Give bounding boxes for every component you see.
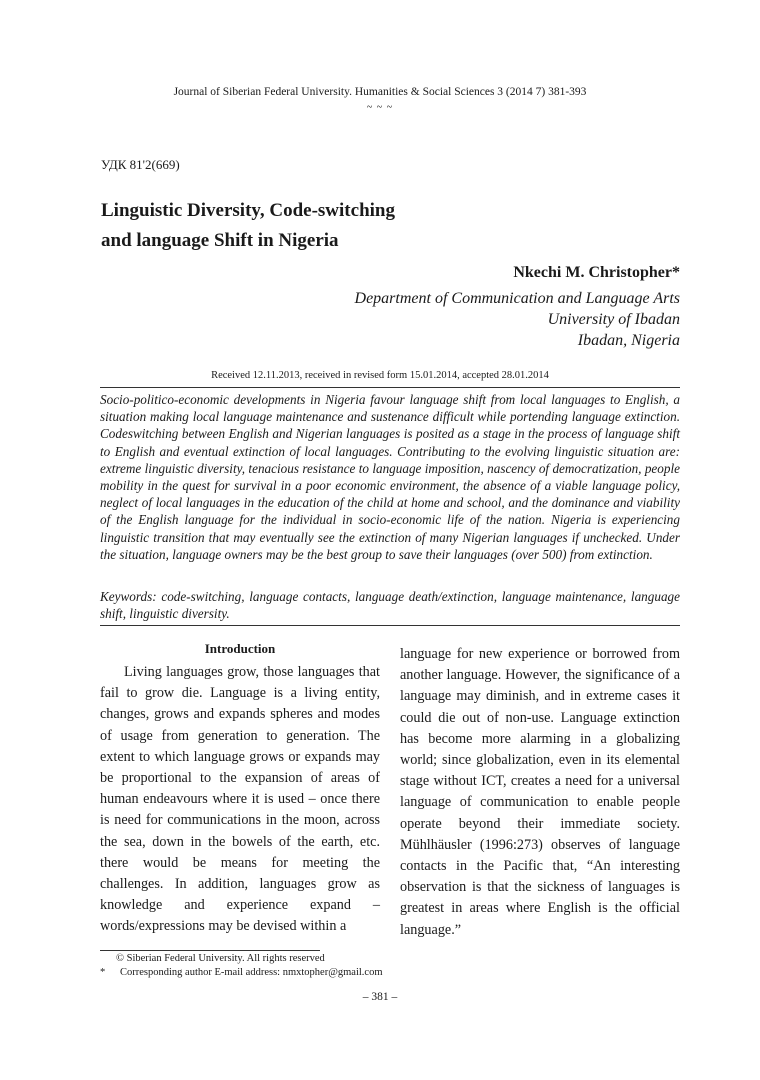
footnote-mark: * [100, 967, 106, 978]
affiliation-department: Department of Communication and Language Arts [354, 290, 680, 307]
footnote-email [100, 967, 383, 978]
abstract-bottom-rule [100, 625, 680, 626]
affiliation-city: Ibadan, Nigeria [577, 332, 680, 349]
received-dates: Received 12.11.2013, received in revised form 15.01.2014, accepted 28.01.2014 [211, 370, 549, 381]
page-number: – 381 – [362, 991, 398, 1003]
journal-header: Journal of Siberian Federal University. Humanities & Social Sciences 3 (2014 7) 381-393 [173, 86, 587, 98]
body-paragraph-left: Living languages grow, those languages that fail to grow die. Language is a living entity, changes, grows and expands spheres and modes of usage from generation to generation. The extent to which language grows or expands may be proportional to the expansion of areas of human endeavours where it is used – once there is need for communications in the moon, across the sea, down in the bowels of the earth, etc. there would be means for meeting the challenges. In addition, languages grow as knowledge and experience expand – words/expressions may be devised within a [100, 664, 380, 935]
article-title [101, 196, 661, 256]
title-line-2: and language Shift in Nigeria [101, 230, 339, 251]
keywords: Keywords: code-switching, language contacts, language death/extinction, language maintenance, language shift, linguistic diversity. [100, 589, 680, 622]
body-column-left [100, 640, 380, 938]
affiliation-university: University of Ibadan [547, 311, 680, 328]
header-ornament: ~ ~ ~ [366, 102, 394, 113]
body-column-right [400, 644, 680, 941]
body-paragraph-right: language for new experience or borrowed from another language. However, the significance of a language may diminish, and in extreme cases it could die out of non-use. Language extinction has become more alarming in a globalizing world; since globalization, even in its elemental stage without ICT, creates a need for a universal language of communication to enable people operate beyond their immediate society. Mühlhäusler (1996:273) observes of language contacts in the Pacific that, “An interesting observation is that the sickness of languages is greatest in areas where English is the official language.” [400, 646, 680, 938]
abstract-top-rule [100, 387, 680, 388]
footnote-rule [100, 950, 320, 951]
udk-code: УДК 81'2(669) [101, 157, 180, 172]
section-heading: Introduction [204, 641, 276, 656]
footnote-copyright: © Siberian Federal University. All rights reserved [116, 953, 325, 964]
abstract: Socio-politico-economic developments in Nigeria favour language shift from local languages to English, a situation making local language maintenance and sustenance difficult while portending language extinction. Codeswitching between English and Nigerian languages is posited as a stage in the process of language shift to English and eventual extinction of local languages. Contributing to the evolving linguistic situation are: extreme linguistic diversity, tenacious resistance to language imposition, nascency of democratization, people mobility in the quest for survival in a poor economic environment, the absence of a viable language policy, neglect of local languages in the education of the child at home and school, and the dominance and viability of the English language for the individual in socio-economic life of the nation. Nigeria is experiencing linguistic transition that may eventually see the extinction of many Nigerian languages if unchecked. Under the situation, language owners may be the best group to save their languages (over 500) from extinction. [100, 392, 680, 562]
author-name: Nkechi M. Christopher* [513, 264, 680, 281]
footnote-email-text: Corresponding author E-mail address: nmxtopher@gmail.com [120, 967, 383, 978]
title-line-1: Linguistic Diversity, Code-switching [101, 200, 395, 221]
author-affiliation [355, 288, 680, 351]
